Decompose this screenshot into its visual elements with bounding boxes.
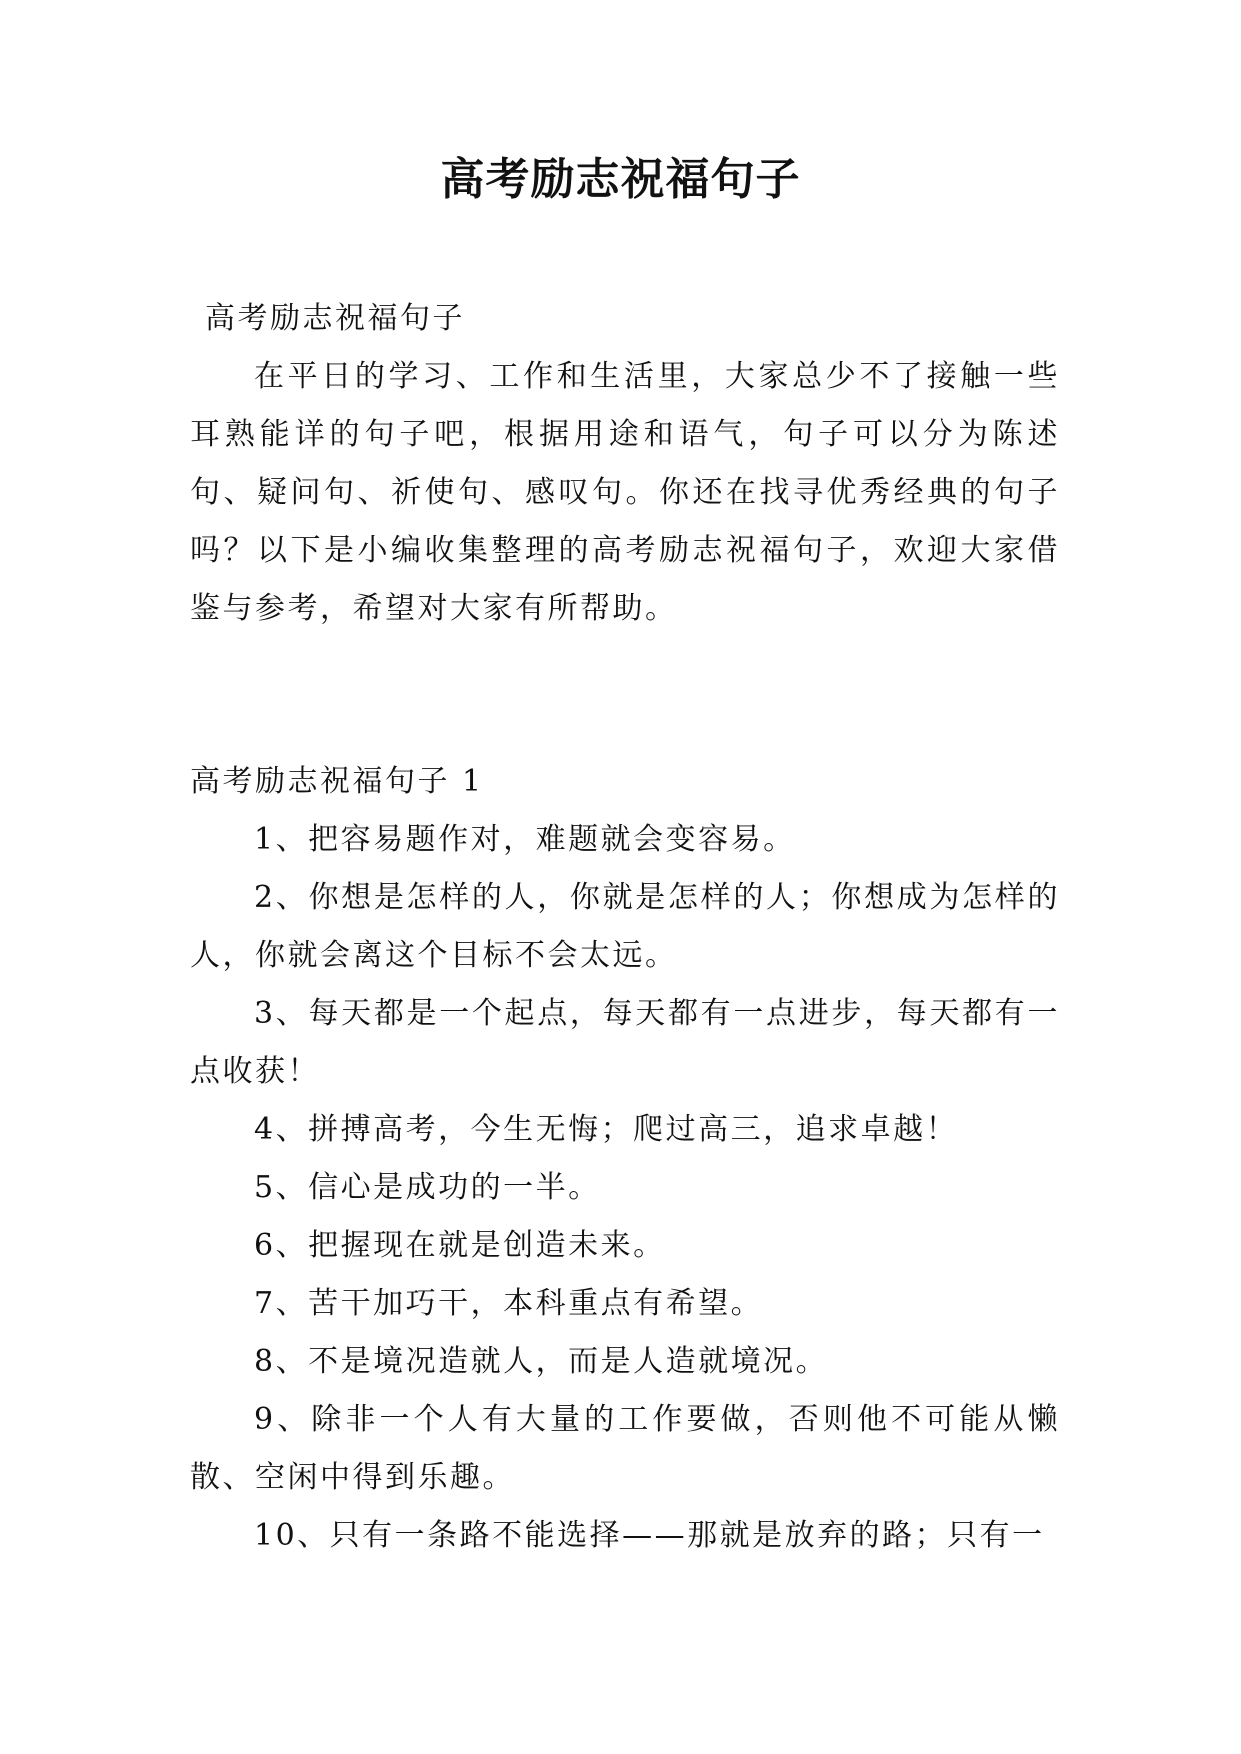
list-item: 4、拼搏高考，今生无悔；爬过高三，追求卓越！	[254, 1112, 959, 1147]
list-item: 7、苦干加巧干，本科重点有希望。	[254, 1286, 764, 1321]
document-body	[190, 290, 1060, 1565]
document-title: 高考励志祝福句子	[440, 154, 801, 205]
intro-paragraph: 在平日的学习、工作和生活里，大家总少不了接触一些耳熟能详的句子吧，根据用途和语气，句子可以分为陈述句、疑问句、祈使句、感叹句。你还在找寻优秀经典的句子吗？以下是小编收集整理的高考励志祝福句子，欢迎大家借鉴与参考，希望对大家有所帮助。	[190, 359, 1060, 626]
list-item: 2、你想是怎样的人，你就是怎样的人；你想成为怎样的人，你就会离这个目标不会太远。	[190, 880, 1060, 973]
document-subtitle: 高考励志祝福句子	[205, 301, 465, 336]
list-item: 6、把握现在就是创造未来。	[254, 1228, 666, 1263]
list-item: 5、信心是成功的一半。	[254, 1170, 601, 1205]
list-item: 8、不是境况造就人，而是人造就境况。	[254, 1344, 829, 1379]
list-item: 3、每天都是一个起点，每天都有一点进步，每天都有一点收获！	[190, 996, 1060, 1089]
list-item: 9、除非一个人有大量的工作要做，否则他不可能从懒散、空闲中得到乐趣。	[190, 1402, 1060, 1495]
section-heading: 高考励志祝福句子 1	[190, 764, 484, 799]
list-item: 1、把容易题作对，难题就会变容易。	[254, 822, 796, 857]
list-item: 10、只有一条路不能选择——那就是放弃的路；只有一	[254, 1518, 1045, 1553]
